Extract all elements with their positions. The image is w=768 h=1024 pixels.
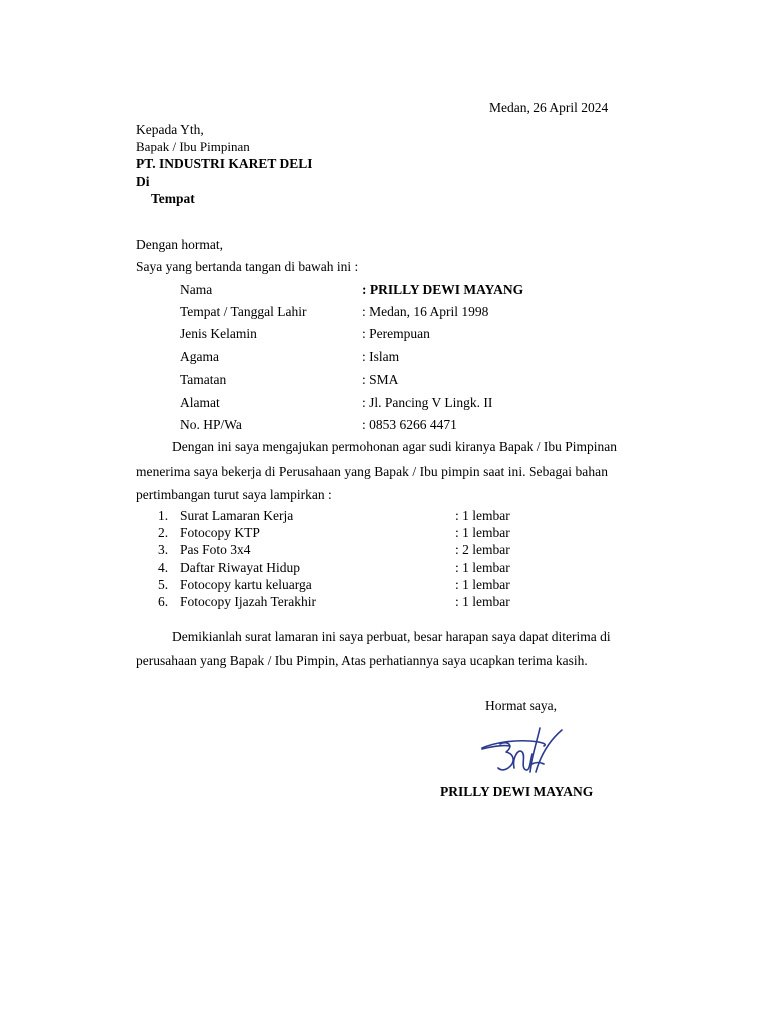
list-item-qty: : 1 lembar (455, 525, 510, 540)
recipient-greeting: Kepada Yth, (136, 122, 204, 137)
identity-label: Jenis Kelamin (180, 326, 257, 341)
list-item: Surat Lamaran Kerja (180, 508, 294, 523)
list-item: Pas Foto 3x4 (180, 542, 251, 557)
recipient-place: Tempat (151, 191, 195, 206)
list-item-number: 1. (158, 508, 169, 523)
identity-value: : Islam (362, 349, 400, 364)
identity-value: : SMA (362, 372, 399, 387)
list-item: Daftar Riwayat Hidup (180, 560, 300, 575)
recipient-company: PT. INDUSTRI KARET DELI (136, 156, 313, 171)
identity-label: Alamat (180, 395, 220, 410)
body-paragraph-line: menerima saya bekerja di Perusahaan yang Bapak / Ibu pimpin saat ini. Sebagai bahan (136, 464, 608, 479)
list-item-qty: : 2 lembar (455, 542, 510, 557)
body-paragraph-line: pertimbangan turut saya lampirkan : (136, 487, 332, 502)
closing-salutation: Hormat saya, (485, 698, 557, 713)
closing-paragraph-line: perusahaan yang Bapak / Ibu Pimpin, Atas perhatiannya saya ucapkan terima kasih. (136, 653, 588, 668)
intro-line: Saya yang bertanda tangan di bawah ini : (136, 259, 359, 274)
identity-value-name: : PRILLY DEWI MAYANG (362, 282, 524, 297)
recipient-title: Bapak / Ibu Pimpinan (136, 139, 250, 154)
identity-label: No. HP/Wa (180, 417, 242, 432)
recipient-di: Di (136, 174, 150, 189)
identity-value: : Medan, 16 April 1998 (362, 304, 489, 319)
identity-label: Agama (180, 349, 219, 364)
list-item-qty: : 1 lembar (455, 560, 510, 575)
salutation-opening: Dengan hormat, (136, 237, 223, 252)
list-item-number: 2. (158, 525, 169, 540)
list-item: Fotocopy Ijazah Terakhir (180, 594, 317, 609)
body-paragraph-line: Dengan ini saya mengajukan permohonan agar sudi kiranya Bapak / Ibu Pimpinan (172, 439, 618, 454)
letter-date: Medan, 26 April 2024 (489, 100, 609, 115)
identity-value: : Perempuan (362, 326, 430, 341)
list-item-qty: : 1 lembar (455, 577, 510, 592)
identity-value: : 0853 6266 4471 (362, 417, 457, 432)
list-item: Fotocopy KTP (180, 525, 260, 540)
signatory-name: PRILLY DEWI MAYANG (440, 784, 594, 799)
list-item-qty: : 1 lembar (455, 508, 510, 523)
closing-paragraph-line: Demikianlah surat lamaran ini saya perbuat, besar harapan saya dapat diterima di (172, 629, 611, 644)
identity-label: Tamatan (180, 372, 227, 387)
list-item: Fotocopy kartu keluarga (180, 577, 312, 592)
identity-label: Nama (180, 282, 213, 297)
list-item-number: 3. (158, 542, 169, 557)
list-item-number: 5. (158, 577, 169, 592)
list-item-number: 4. (158, 560, 169, 575)
identity-label: Tempat / Tanggal Lahir (180, 304, 307, 319)
signature-icon (474, 716, 584, 786)
identity-value: : Jl. Pancing V Lingk. II (362, 395, 493, 410)
list-item-number: 6. (158, 594, 169, 609)
list-item-qty: : 1 lembar (455, 594, 510, 609)
